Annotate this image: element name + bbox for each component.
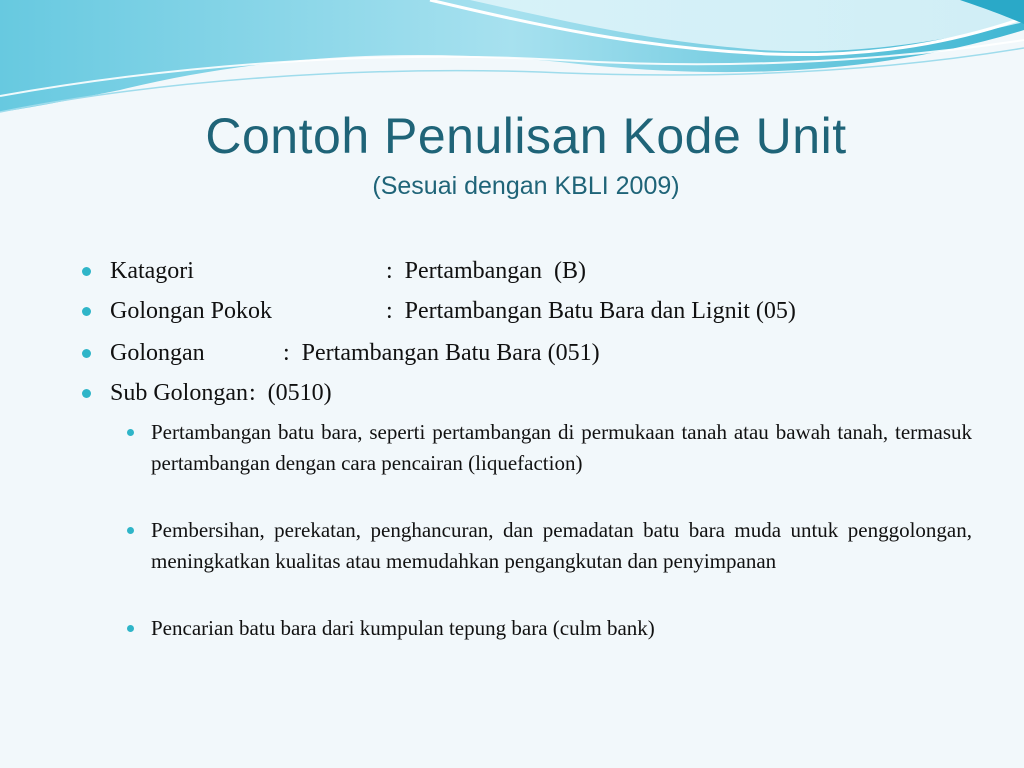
sub-bullet-text: Pertambangan batu bara, seperti pertambangan di permukaan tanah atau bawah tanah, termasuk pertambangan dengan cara pencairan (liquefaction) — [151, 420, 972, 475]
bullet-dot-icon — [82, 389, 91, 398]
slide-title: Contoh Penulisan Kode Unit — [205, 108, 847, 164]
bullet-value: : (0510) — [249, 380, 332, 406]
bullet-value: : Pertambangan Batu Bara (051) — [283, 340, 600, 366]
slide-subtitle: (Sesuai dengan KBLI 2009) — [372, 172, 680, 200]
sub-bullet-2 — [127, 515, 972, 577]
bullet-label: Golongan Pokok — [110, 298, 272, 324]
sub-bullet-text: Pencarian batu bara dari kumpulan tepung bara (culm bank) — [151, 616, 655, 640]
bullet-dot-icon — [82, 349, 91, 358]
title-block — [0, 104, 1024, 204]
sub-bullet-dot-icon — [127, 527, 134, 534]
sub-bullet-dot-icon — [127, 625, 134, 632]
sub-bullet-3 — [127, 613, 972, 644]
bullet-dot-icon — [82, 267, 91, 276]
bullet-label: Sub Golongan — [110, 380, 248, 406]
bullet-label: Katagori — [110, 258, 194, 284]
bullet-value: : Pertambangan (B) — [386, 258, 586, 284]
sub-bullet-1 — [127, 417, 972, 479]
bullet-label: Golongan — [110, 340, 205, 366]
sub-bullet-dot-icon — [127, 429, 134, 436]
bullet-sub-golongan — [82, 378, 332, 498]
sub-bullet-text: Pembersihan, perekatan, penghancuran, dan pemadatan batu bara muda untuk penggolongan, meningkatkan kualitas atau memudahkan pengangkutan dan penyimpanan — [151, 518, 972, 573]
bullet-value: : Pertambangan Batu Bara dan Lignit (05) — [386, 298, 796, 324]
bullet-dot-icon — [82, 307, 91, 316]
